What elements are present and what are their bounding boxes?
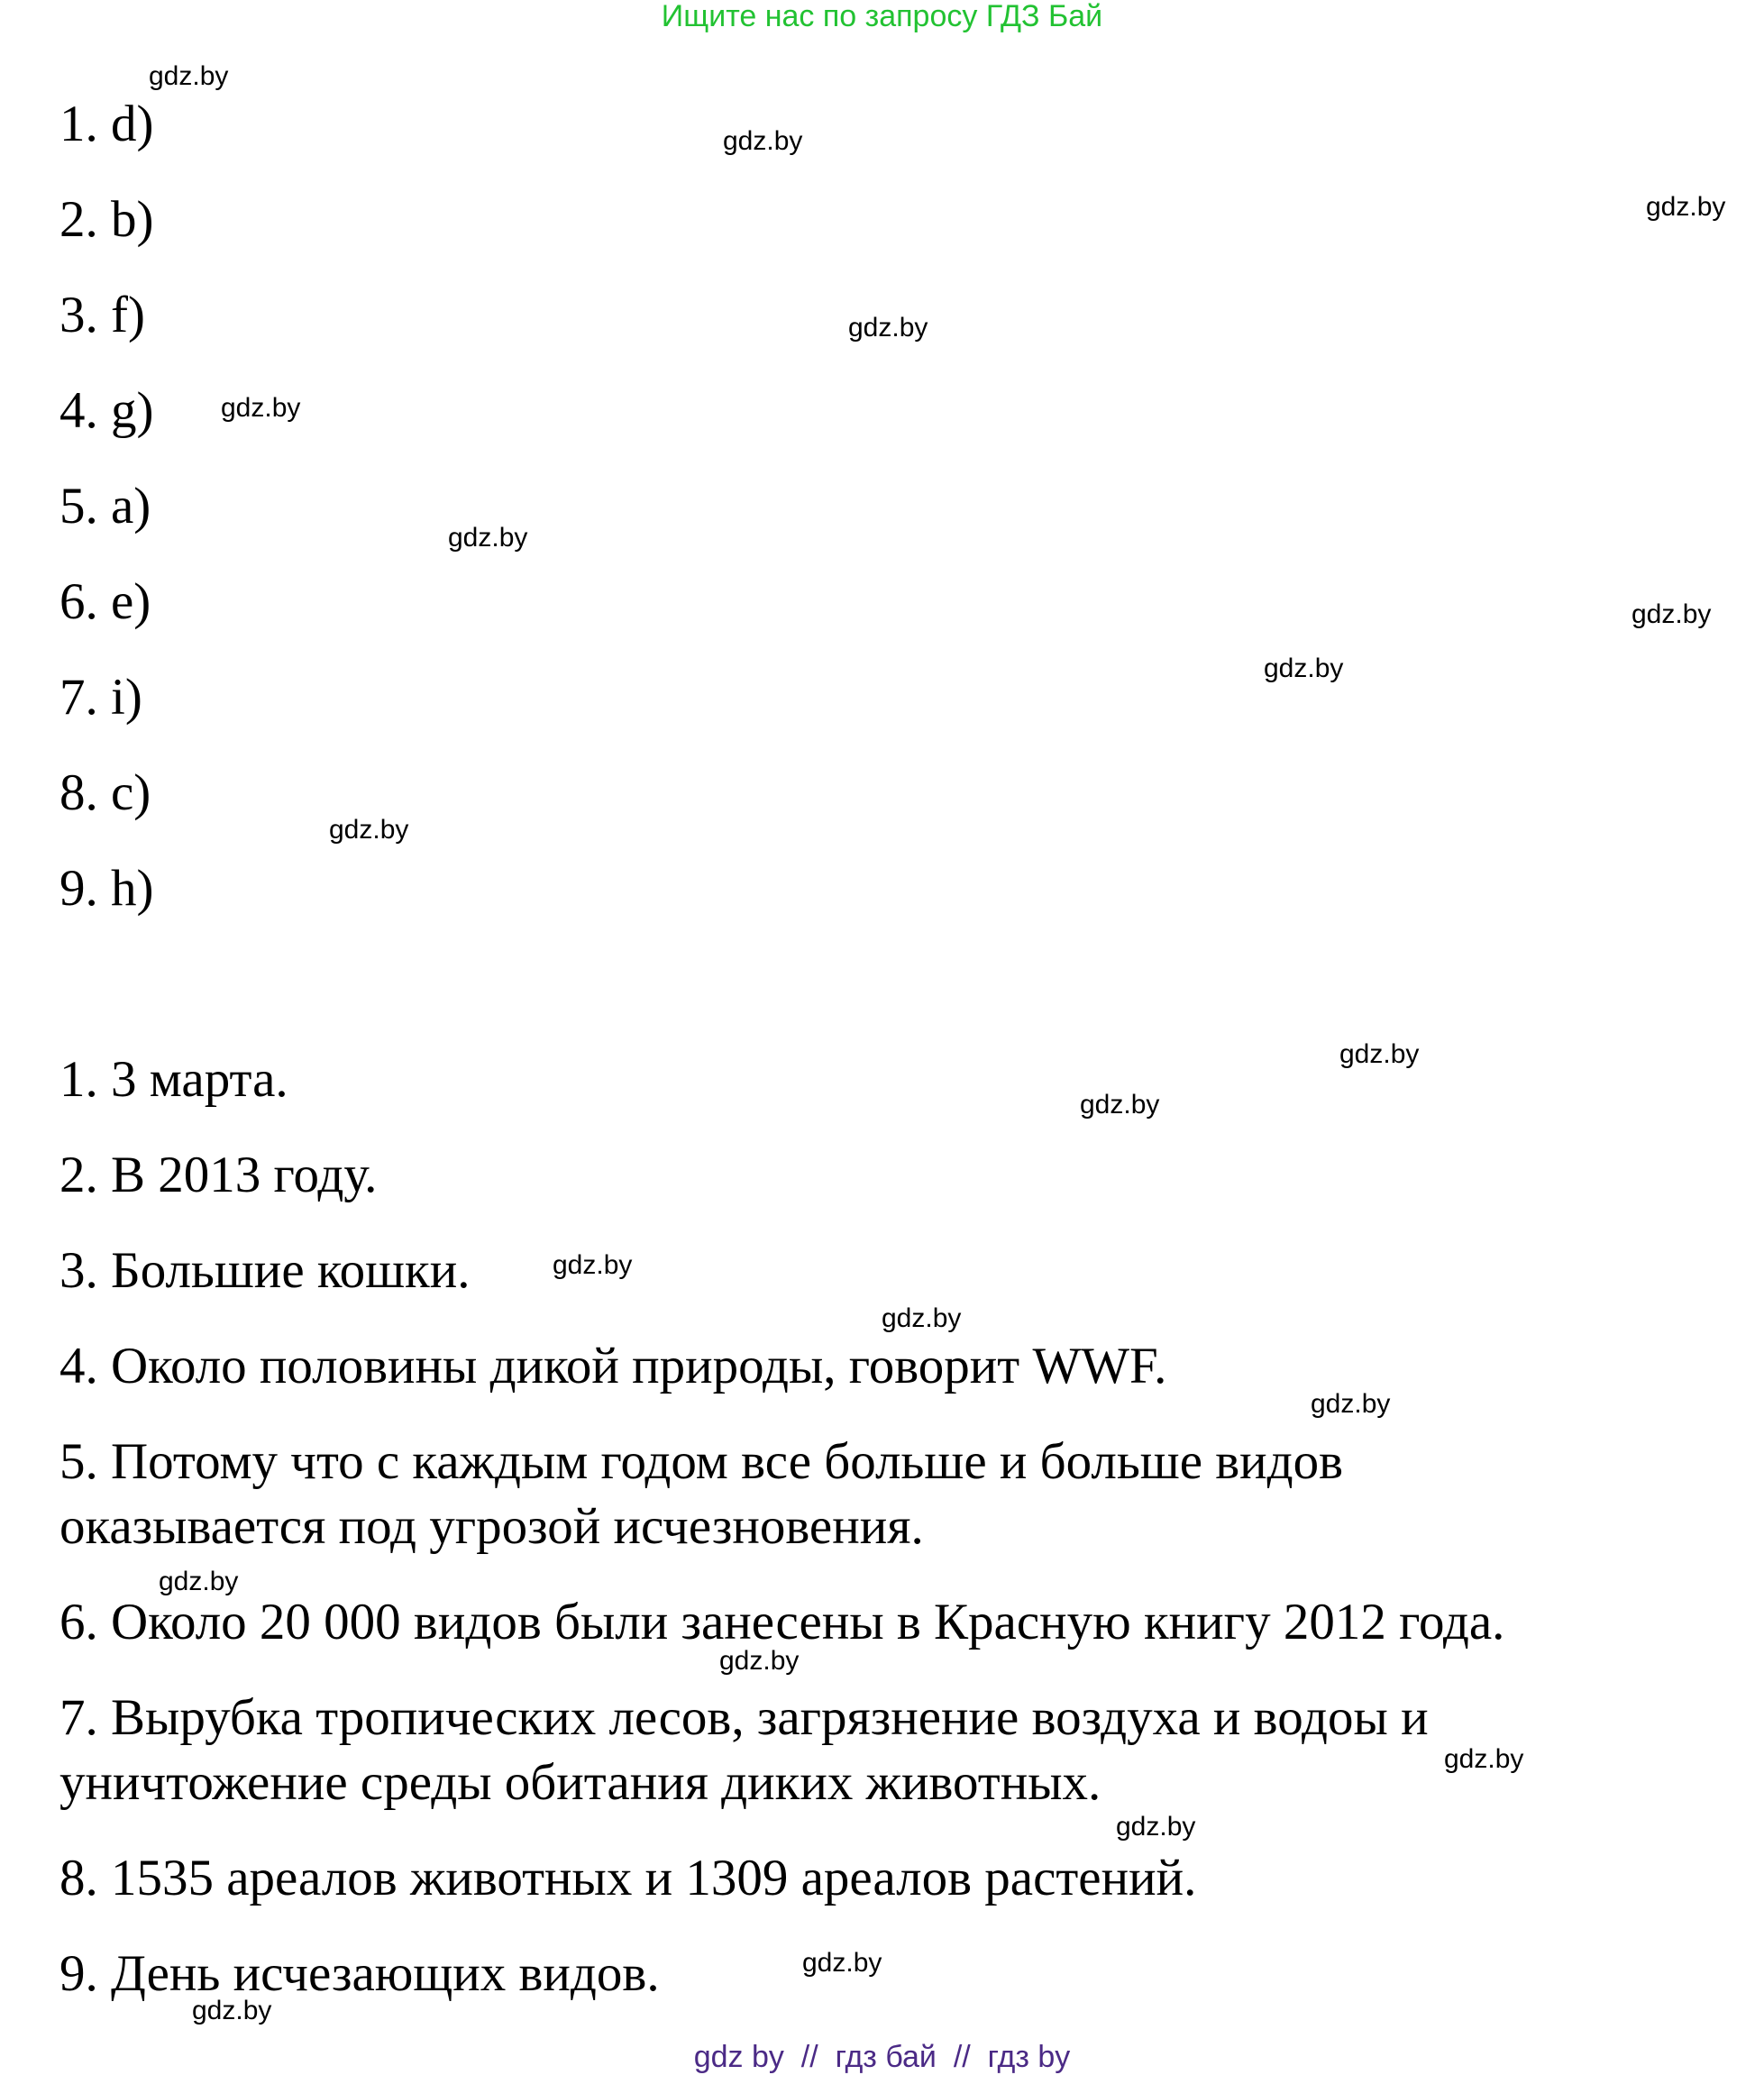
watermark: gdz.by bbox=[553, 1250, 633, 1280]
answer-line: 3. Большие кошки. bbox=[59, 1242, 471, 1299]
answer-line: 3. f) bbox=[59, 287, 145, 343]
answer-line: 5. a) bbox=[59, 478, 151, 535]
answer-line: 7. i) bbox=[59, 669, 142, 726]
watermark: gdz.by bbox=[192, 1996, 272, 2025]
watermark: gdz.by bbox=[448, 523, 528, 553]
watermark: gdz.by bbox=[848, 313, 928, 343]
watermark: gdz.by bbox=[1311, 1389, 1391, 1419]
watermark: gdz.by bbox=[802, 1948, 882, 1978]
watermark: gdz.by bbox=[882, 1303, 962, 1333]
answer-line: 9. День исчезающих видов. bbox=[59, 1945, 660, 2002]
watermark: gdz.by bbox=[1631, 599, 1712, 629]
watermark: gdz.by bbox=[329, 815, 409, 845]
watermark: gdz.by bbox=[221, 393, 301, 423]
watermark: gdz.by bbox=[159, 1567, 239, 1596]
answer-line: 1. 3 марта. bbox=[59, 1051, 288, 1108]
answer-line: 5. Потому что с каждым годом все больше и больше видов bbox=[59, 1433, 1344, 1490]
answer-line: 6. e) bbox=[59, 573, 151, 630]
answer-line: оказывается под угрозой исчезновения. bbox=[59, 1498, 924, 1555]
watermark: gdz.by bbox=[1116, 1812, 1196, 1842]
watermark: gdz.by bbox=[1339, 1039, 1420, 1069]
answer-line: 4. Около половины дикой природы, говорит WWF. bbox=[59, 1338, 1167, 1394]
watermark: gdz.by bbox=[1080, 1090, 1160, 1120]
answer-line: 8. 1535 ареалов животных и 1309 ареалов растений. bbox=[59, 1850, 1197, 1906]
watermark: gdz.by bbox=[723, 126, 803, 156]
answer-line: 8. c) bbox=[59, 764, 151, 821]
answer-line: 2. b) bbox=[59, 191, 154, 248]
search-hint-banner: Ищите нас по запросу ГДЗ Бай bbox=[661, 0, 1103, 33]
watermark: gdz.by bbox=[1264, 654, 1344, 683]
answer-line: 6. Около 20 000 видов были занесены в Красную книгу 2012 года. bbox=[59, 1594, 1505, 1650]
answer-line: 9. h) bbox=[59, 860, 154, 917]
watermark: gdz.by bbox=[719, 1646, 800, 1676]
answer-line: 1. d) bbox=[59, 96, 154, 152]
watermark: gdz.by bbox=[1444, 1744, 1524, 1774]
watermark: gdz.by bbox=[1646, 192, 1726, 222]
answer-line: 7. Вырубка тропических лесов, загрязнение воздуха и водоы и bbox=[59, 1689, 1429, 1746]
answer-line: 4. g) bbox=[59, 382, 154, 439]
watermark: gdz.by bbox=[149, 61, 229, 91]
footer-watermark: gdz by // гдз бай // гдз by bbox=[693, 2040, 1071, 2074]
answer-line: уничтожение среды обитания диких животных. bbox=[59, 1754, 1101, 1811]
answer-line: 2. В 2013 году. bbox=[59, 1147, 378, 1203]
